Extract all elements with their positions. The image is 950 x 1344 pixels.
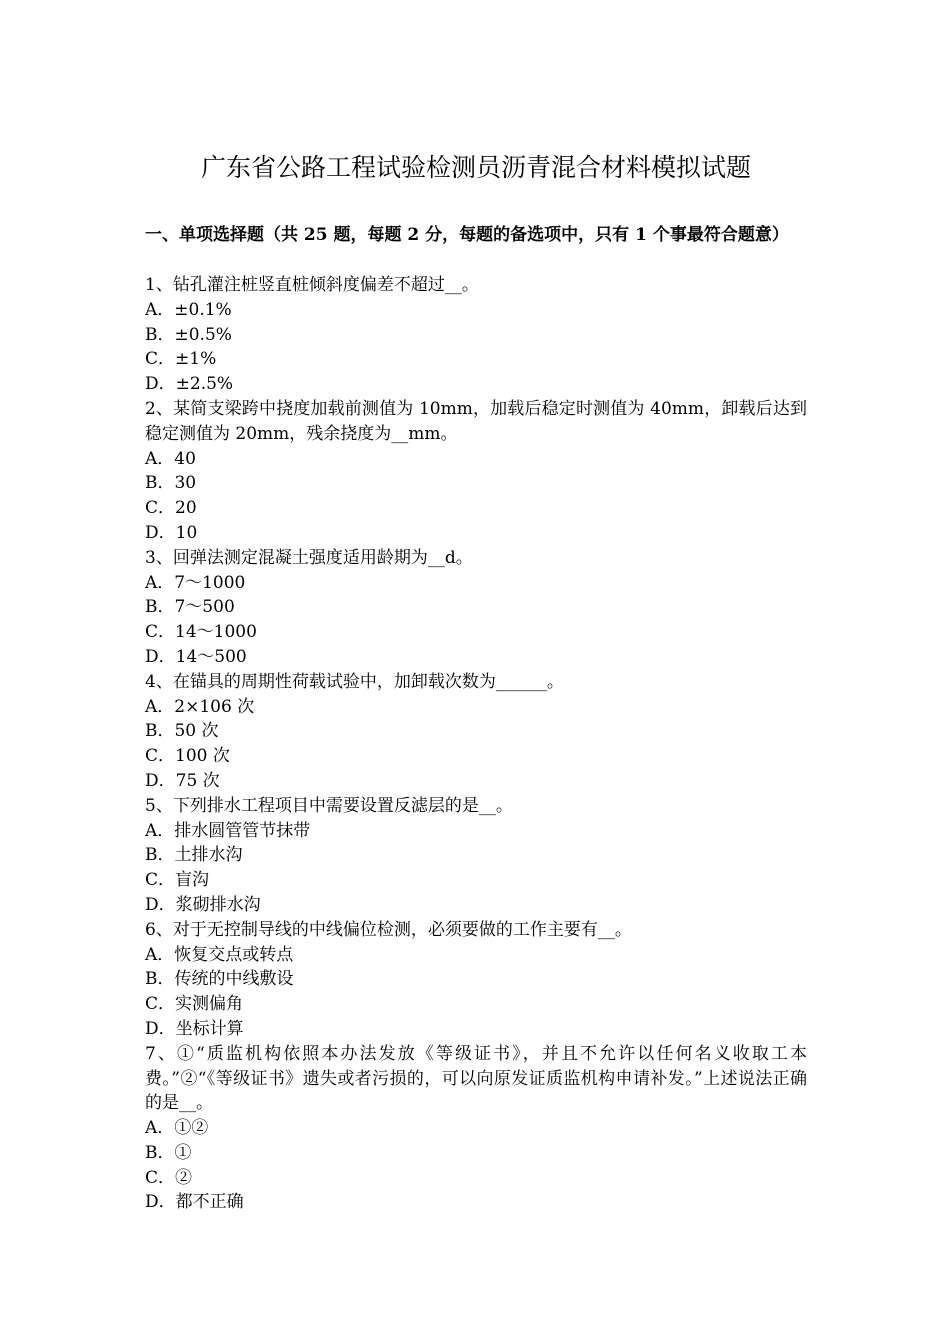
option-a: A．①②	[145, 1118, 209, 1139]
option-a: A．2×106 次	[145, 696, 255, 717]
option-b: B．±0.5%	[145, 324, 232, 345]
section-heading: 一、单项选择题（共 25 题，每题 2 分，每题的备选项中，只有 1 个事最符合题意）	[145, 225, 789, 245]
option-d: D．都不正确	[145, 1192, 244, 1213]
option-b: B．①	[145, 1142, 192, 1163]
option-c: C．②	[145, 1167, 193, 1188]
option-c: C．100 次	[145, 746, 230, 767]
option-b: B．7～500	[145, 597, 235, 618]
question-1	[145, 273, 807, 397]
question-7	[145, 1042, 807, 1216]
option-b: B．土排水沟	[145, 845, 243, 866]
question-list	[145, 273, 807, 1215]
question-stem: 5、下列排水工程项目中需要设置反滤层的是__。	[145, 795, 513, 816]
question-4	[145, 670, 807, 794]
question-3	[145, 546, 807, 670]
document-title: 广东省公路工程试验检测员沥青混合材料模拟试题	[200, 153, 751, 182]
question-stem: 6、对于无控制导线的中线偏位检测，必须要做的工作主要有__。	[145, 919, 632, 940]
question-stem: 2、某简支梁跨中挠度加载前测值为 10mm，加载后稳定时测值为 40mm，卸载后达到稳定测值为 20mm，残余挠度为__mm。	[145, 398, 807, 444]
option-b: B．50 次	[145, 721, 219, 742]
option-c: C．±1%	[145, 349, 217, 370]
option-c: C．实测偏角	[145, 994, 244, 1015]
option-a: A．排水圆管管节抹带	[145, 820, 311, 841]
option-c: C．盲沟	[145, 870, 210, 891]
option-a: A．40	[145, 448, 196, 469]
option-a: A．7～1000	[145, 572, 246, 593]
option-d: D．浆砌排水沟	[145, 894, 261, 915]
question-5	[145, 794, 807, 918]
question-stem: 7、①“质监机构依照本办法发放《等级证书》，并且不允许以任何名义收取工本费。”②“《等级证书》遗失或者污损的，可以向原发证质监机构申请补发。”上述说法正确的是__。	[145, 1043, 807, 1114]
question-6	[145, 918, 807, 1042]
option-b: B．传统的中线敷设	[145, 969, 294, 990]
option-d: D．10	[145, 522, 198, 543]
option-c: C．14～1000	[145, 622, 257, 643]
option-d: D．14～500	[145, 646, 247, 667]
question-stem: 3、回弹法测定混凝土强度适用龄期为__d。	[145, 547, 473, 568]
option-b: B．30	[145, 473, 197, 494]
question-2	[145, 397, 807, 546]
option-d: D．75 次	[145, 770, 220, 791]
option-c: C．20	[145, 498, 197, 519]
option-d: D．±2.5%	[145, 374, 234, 395]
option-a: A．恢复交点或转点	[145, 944, 294, 965]
option-d: D．坐标计算	[145, 1018, 244, 1039]
option-a: A．±0.1%	[145, 299, 232, 320]
question-stem: 4、在锚具的周期性荷载试验中，加卸载次数为______。	[145, 671, 564, 692]
question-stem: 1、钻孔灌注桩竖直桩倾斜度偏差不超过__。	[145, 275, 479, 295]
